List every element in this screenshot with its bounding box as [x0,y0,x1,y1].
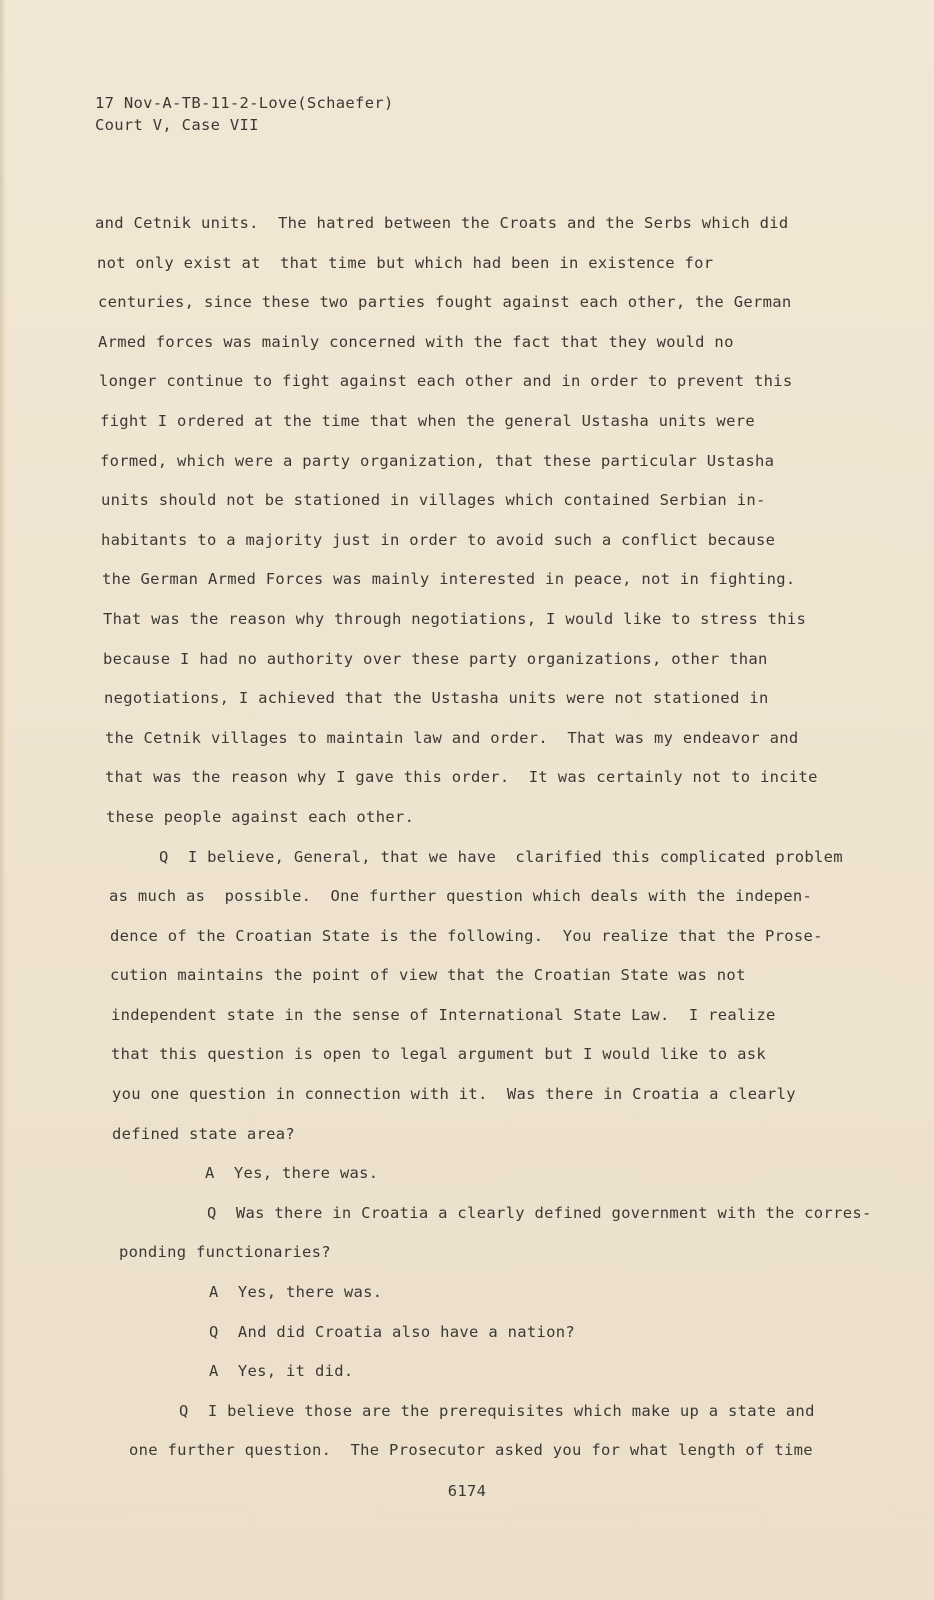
page-number: 6174 [447,1482,487,1500]
transcript-line: that this question is open to legal argument but I would like to ask [111,1045,766,1064]
transcript-line: Q Was there in Croatia a clearly defined government with the corres- [207,1203,872,1222]
transcript-line: defined state area? [112,1124,296,1143]
transcript-line: one further question. The Prosecutor asked you for what length of time [129,1441,813,1460]
transcript-line: Armed forces was mainly concerned with the fact that they would no [98,332,734,351]
transcript-line: cution maintains the point of view that the Croatian State was not [110,966,746,985]
header-line-2: Court V, Case VII [95,116,259,134]
transcript-line: these people against each other. [106,807,415,826]
transcript-line: Q I believe, General, that we have clarified this complicated problem [159,847,843,866]
transcript-line: not only exist at that time but which had been in existence for [97,253,714,272]
transcript-line: A Yes, there was. [209,1283,383,1302]
transcript-line: the Cetnik villages to maintain law and order. That was my endeavor and [105,728,799,747]
transcript-body [95,212,895,1479]
transcript-line: formed, which were a party organization, that these particular Ustasha [100,451,775,470]
transcript-line: centuries, since these two parties fought against each other, the German [98,293,792,312]
transcript-line: that was the reason why I gave this order. It was certainly not to incite [105,768,818,787]
transcript-line: longer continue to fight against each other and in order to prevent this [99,372,793,391]
document-header [95,92,394,136]
transcript-line: units should not be stationed in villages which contained Serbian in- [101,491,766,510]
header-line-1: 17 Nov-A-TB-11-2-Love(Schaefer) [95,94,394,112]
transcript-line: because I had no authority over these party organizations, other than [103,649,768,668]
transcript-line: That was the reason why through negotiations, I would like to stress this [103,609,807,628]
transcript-line: independent state in the sense of International State Law. I realize [111,1005,776,1024]
transcript-line: habitants to a majority just in order to avoid such a conflict because [101,530,776,549]
transcript-line: A Yes, there was. [205,1164,379,1183]
transcript-line: and Cetnik units. The hatred between the Croats and the Serbs which did [95,214,789,232]
transcript-line: Q And did Croatia also have a nation? [209,1322,576,1341]
transcript-line: as much as possible. One further question which deals with the indepen- [109,887,813,906]
transcript-line: you one question in connection with it. Was there in Croatia a clearly [112,1085,796,1104]
transcript-line: the German Armed Forces was mainly interested in peace, not in fighting. [102,570,796,589]
transcript-line: fight I ordered at the time that when the general Ustasha units were [100,411,755,430]
transcript-line: dence of the Croatian State is the following. You realize that the Prose- [110,926,823,945]
transcript-line: ponding functionaries? [119,1243,331,1262]
transcript-line: A Yes, it did. [209,1362,354,1381]
transcript-line: Q I believe those are the prerequisites which make up a state and [179,1401,815,1420]
transcript-line: negotiations, I achieved that the Ustasha units were not stationed in [104,689,769,708]
